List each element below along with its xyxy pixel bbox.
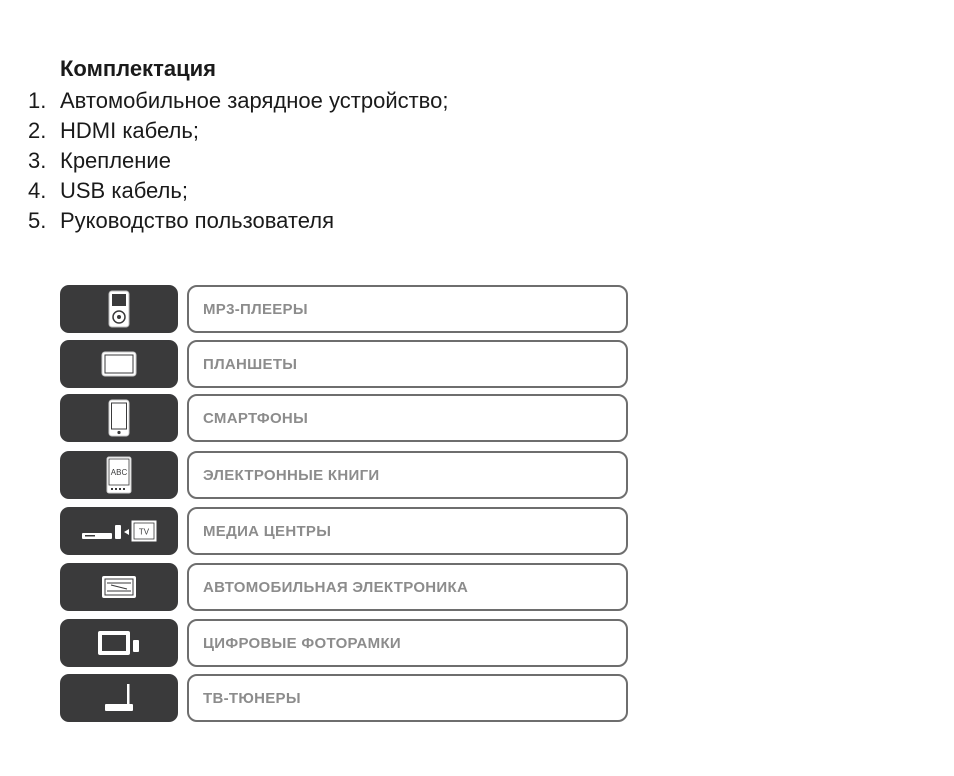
media-center-icon-text: TV: [138, 527, 150, 537]
contents-list: [28, 86, 448, 236]
list-item: [28, 206, 448, 236]
list-text: Руководство пользователя: [60, 208, 334, 233]
list-item: [28, 176, 448, 206]
ebook-icon: [106, 456, 132, 494]
smartphone-icon: [108, 399, 130, 437]
list-item: [28, 146, 448, 176]
list-number: 3.: [28, 148, 47, 173]
category-smartphones: [60, 394, 616, 442]
category-icon-box: [60, 674, 178, 722]
category-label: МЕДИА ЦЕНТРЫ: [203, 522, 332, 540]
category-label: МР3-ПЛЕЕРЫ: [203, 300, 308, 318]
category-ebooks: [60, 451, 616, 499]
car-electronics-icon: [101, 575, 137, 599]
category-label: АВТОМОБИЛЬНАЯ ЭЛЕКТРОНИКА: [203, 578, 469, 596]
category-label-box: [187, 285, 628, 333]
mp3-player-icon: [108, 290, 130, 328]
photo-frame-icon: [97, 630, 141, 656]
list-number: 2.: [28, 118, 47, 143]
category-media-centers: [60, 507, 616, 555]
category-label-box: [187, 674, 628, 722]
category-label: ПЛАНШЕТЫ: [203, 355, 298, 373]
category-label-box: [187, 340, 628, 388]
tablet-icon: [101, 351, 137, 377]
category-label-box: [187, 563, 628, 611]
category-label: СМАРТФОНЫ: [203, 409, 309, 427]
tv-tuner-icon: [101, 682, 137, 714]
list-text: USB кабель;: [60, 178, 188, 203]
list-number: 5.: [28, 208, 47, 233]
category-car-electronics: [60, 563, 616, 611]
category-mp3-players: [60, 285, 616, 333]
section-title: Комплектация: [60, 56, 216, 81]
category-icon-box: [60, 507, 178, 555]
list-item: [28, 116, 448, 146]
category-label-box: [187, 619, 628, 667]
category-icon-box: [60, 451, 178, 499]
list-item: [28, 86, 448, 116]
category-icon-box: [60, 285, 178, 333]
category-label-box: [187, 394, 628, 442]
category-icon-box: [60, 619, 178, 667]
category-icon-box: [60, 340, 178, 388]
category-label-box: [187, 507, 628, 555]
list-number: 4.: [28, 178, 47, 203]
ebook-icon-text: ABC: [110, 468, 128, 477]
media-center-icon: [81, 519, 157, 543]
category-tablets: [60, 340, 616, 388]
category-label-box: [187, 451, 628, 499]
category-icon-box: [60, 563, 178, 611]
category-label: ЦИФРОВЫЕ ФОТОРАМКИ: [203, 634, 401, 652]
list-text: Автомобильное зарядное устройство;: [60, 88, 449, 113]
category-photo-frames: [60, 619, 616, 667]
list-number: 1.: [28, 88, 47, 113]
category-label: ТВ-ТЮНЕРЫ: [203, 689, 301, 707]
list-text: HDMI кабель;: [60, 118, 199, 143]
category-icon-box: [60, 394, 178, 442]
category-label: ЭЛЕКТРОННЫЕ КНИГИ: [203, 466, 380, 484]
list-text: Крепление: [60, 148, 171, 173]
category-tv-tuners: [60, 674, 616, 722]
